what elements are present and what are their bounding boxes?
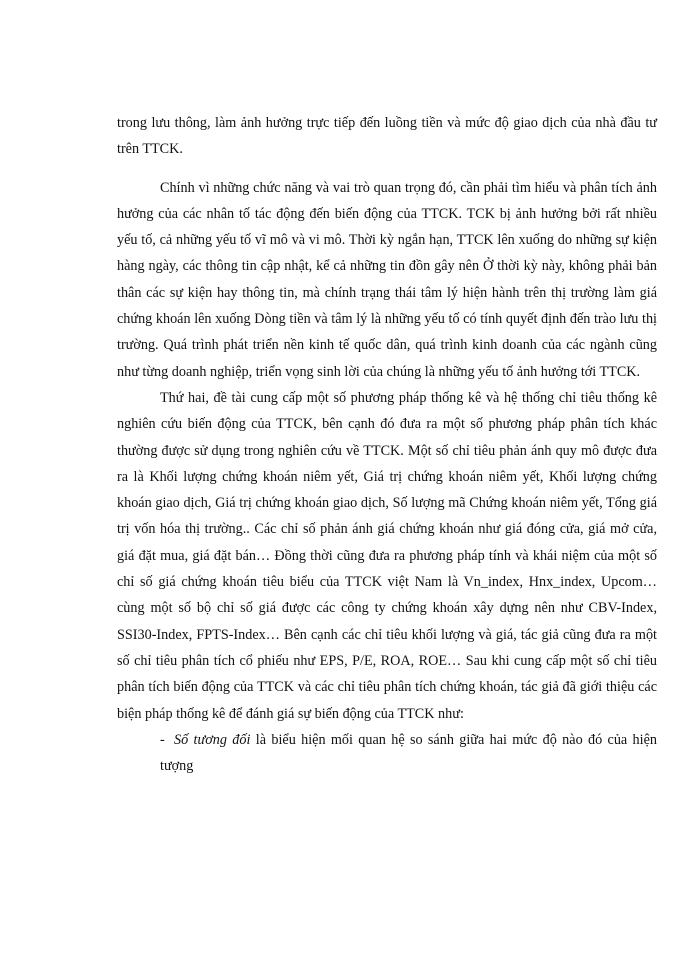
bullet-term: Số tương đối (174, 731, 251, 748)
bullet-definition: là biểu hiện mối quan hệ so sánh giữa hai mức độ nào đó của hiện tượng (160, 731, 657, 775)
bullet-relative-number (117, 727, 657, 780)
paragraph-factors: Chính vì những chức năng và vai trò quan trọng đó, cần phải tìm hiểu và phân tích ảnh hưởng của các nhân tố tác động đến biến động của TTCK. TCK bị ảnh hưởng bởi rất nhiều yếu tố, cả những yếu tố vĩ mô và vi mô. Thời kỳ ngắn hạn, TTCK lên xuống do những sự kiện hàng ngày, các thông tin cập nhật, kể cả những tin đồn gây nên Ở thời kỳ này, không phải bản thân các sự kiện hay thông tin, mà chính trạng thái tâm lý hiện hành trên thị trường làm giá chứng khoán lên xuống Dòng tiền và tâm lý là những yếu tố có tính quyết định đến trào lưu thị trường. Quá trình phát triển nền kinh tế quốc dân, quá trình kinh doanh của các ngành cũng như từng doanh nghiệp, triển vọng sinh lời của chúng là những yếu tố ảnh hưởng tới TTCK. (117, 179, 657, 380)
paragraph-methods: Thứ hai, đề tài cung cấp một số phương pháp thống kê và hệ thống chỉ tiêu thống kê nghiên cứu biến động của TTCK, bên cạnh đó đưa ra một số phương pháp phân tích khác thường được sử dụng trong nghiên cứu về TTCK. Một số chỉ tiêu phản ánh quy mô được đưa ra là Khối lượng chứng khoán niêm yết, Giá trị chứng khoán niêm yết, Khối lượng chứng khoán giao dịch, Giá trị chứng khoán giao dịch, Số lượng mã Chứng khoán niêm yết, Tổng giá trị vốn hóa thị trường.. Các chỉ số phản ánh giá chứng khoán như giá đóng cửa, giá mở cửa, giá đặt mua, giá đặt bán… Đồng thời cũng đưa ra phương pháp tính và khái niệm của một số chỉ số giá chứng khoán tiêu biểu của TTCK việt Nam là Vn_index, Hnx_index, Upcom… cùng một số bộ chỉ số giá được các công ty chứng khoán xây dựng nên như CBV-Index, SSI30-Index, FPTS-Index… Bên cạnh các chỉ tiêu khối lượng và giá, tác giả cũng đưa ra một số chỉ tiêu phân tích cổ phiếu như EPS, P/E, ROA, ROE… Sau khi cung cấp một số chỉ tiêu phân tích biến động của TTCK và các chỉ tiêu phân tích chứng khoán, tác giả đã giới thiệu các biện pháp thống kê để đánh giá sự biến động của TTCK như: (117, 389, 657, 722)
bullet-marker: - (160, 731, 165, 748)
paragraph-continuation: trong lưu thông, làm ảnh hưởng trực tiếp đến luồng tiền và mức độ giao dịch của nhà đầu tư trên TTCK. (117, 115, 657, 158)
body-text (117, 110, 657, 779)
